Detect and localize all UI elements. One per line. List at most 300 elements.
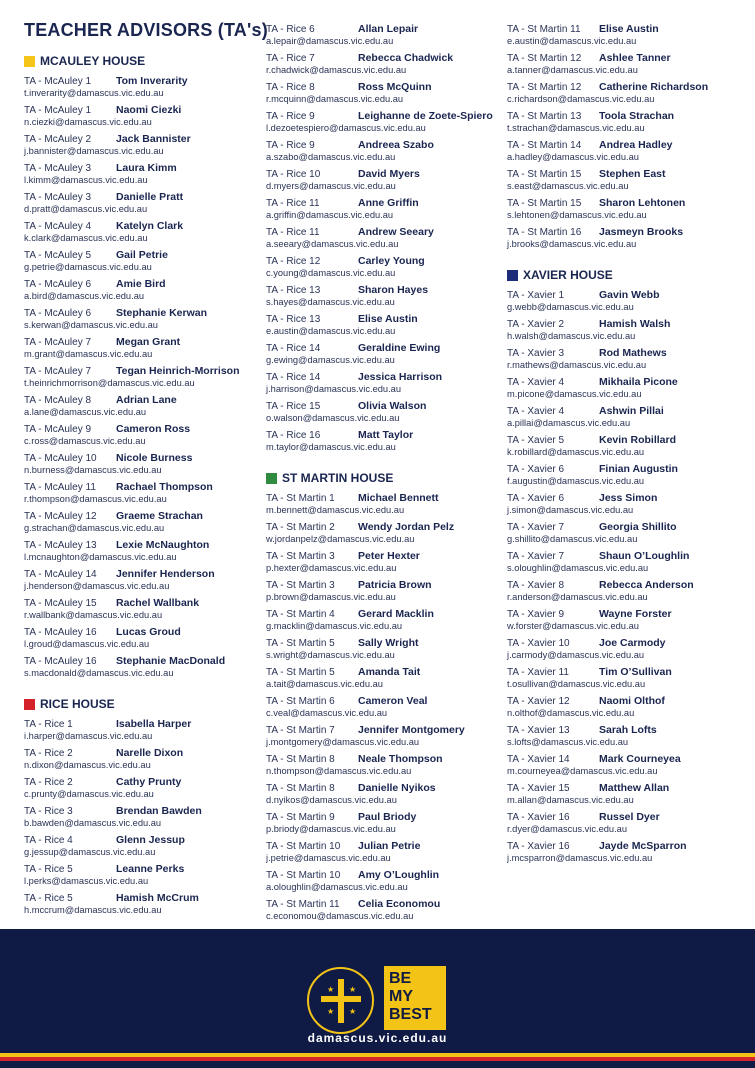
email-link[interactable]: r.dyer@damascus.vic.edu.au [507, 824, 628, 834]
house-name: ST MARTIN HOUSE [282, 471, 394, 485]
email-link[interactable]: s.east@damascus.vic.edu.au [507, 181, 629, 191]
ta-code: TA - Xavier 14 [507, 754, 570, 765]
email-link[interactable]: f.augustin@damascus.vic.edu.au [507, 476, 645, 486]
email-link[interactable]: s.hayes@damascus.vic.edu.au [266, 297, 395, 307]
ta-entry-header [24, 802, 254, 817]
ta-code: TA - Rice 14 [266, 372, 321, 383]
ta-entry [24, 744, 254, 773]
email-link[interactable]: e.austin@damascus.vic.edu.au [266, 326, 396, 336]
email-link[interactable]: s.macdonald@damascus.vic.edu.au [24, 668, 174, 678]
ta-code: TA - McAuley 13 [24, 540, 97, 551]
teacher-name: Amie Bird [116, 278, 166, 290]
teacher-name: Gail Petrie [116, 249, 168, 261]
teacher-name: Mikhaila Picone [599, 376, 678, 388]
ta-code: TA - Rice 7 [266, 53, 315, 64]
email-link[interactable]: a.lepair@damascus.vic.edu.au [266, 36, 394, 46]
ta-entry [266, 78, 502, 107]
ta-entry-header [507, 489, 743, 504]
teacher-name: Jessica Harrison [358, 371, 443, 383]
ta-entry [507, 49, 743, 78]
ta-entry [24, 391, 254, 420]
ta-entry-header [507, 107, 743, 122]
ta-entry [507, 223, 743, 252]
ta-code: TA - Xavier 7 [507, 551, 565, 562]
email-link[interactable]: d.pratt@damascus.vic.edu.au [24, 204, 148, 214]
ta-entry [24, 478, 254, 507]
ta-code: TA - St Martin 12 [507, 53, 582, 64]
ta-code: TA - St Martin 5 [266, 667, 335, 678]
email-link[interactable]: c.richardson@damascus.vic.edu.au [507, 94, 655, 104]
ta-entry-header [507, 605, 743, 620]
email-link[interactable]: a.griffin@damascus.vic.edu.au [266, 210, 394, 220]
ta-code: TA - Rice 9 [266, 140, 315, 151]
email-link[interactable]: g.strachan@damascus.vic.edu.au [24, 523, 165, 533]
be-my-best-logo [384, 966, 446, 1030]
email-link[interactable]: c.veal@damascus.vic.edu.au [266, 708, 388, 718]
ta-code: TA - McAuley 3 [24, 163, 92, 174]
teacher-name: Megan Grant [116, 336, 181, 348]
ta-code: TA - Xavier 12 [507, 696, 570, 707]
ta-entry-header [24, 130, 254, 145]
email-link[interactable]: g.ewing@damascus.vic.edu.au [266, 355, 395, 365]
ta-entry [24, 72, 254, 101]
ta-code: TA - McAuley 6 [24, 308, 92, 319]
email-link[interactable]: s.kerwan@damascus.vic.edu.au [24, 320, 158, 330]
email-link[interactable]: l.groud@damascus.vic.edu.au [24, 639, 150, 649]
email-link[interactable]: r.thompson@damascus.vic.edu.au [24, 494, 167, 504]
ta-entry [24, 362, 254, 391]
teacher-name: Hamish Walsh [599, 318, 671, 330]
teacher-name: Geraldine Ewing [358, 342, 441, 354]
ta-code: TA - Rice 12 [266, 256, 321, 267]
ta-entry-header [266, 518, 502, 533]
ta-entry-header [24, 159, 254, 174]
email-link[interactable]: a.tanner@damascus.vic.edu.au [507, 65, 638, 75]
ta-entry-header [507, 547, 743, 562]
ta-entry [507, 20, 743, 49]
email-link[interactable]: t.inverarity@damascus.vic.edu.au [24, 88, 164, 98]
email-link[interactable]: a.pillai@damascus.vic.edu.au [507, 418, 631, 428]
teacher-name: Russel Dyer [599, 811, 660, 823]
ta-entry [24, 449, 254, 478]
ta-code: TA - Rice 11 [266, 198, 320, 209]
email-link[interactable]: j.brooks@damascus.vic.edu.au [507, 239, 637, 249]
email-link[interactable]: n.burness@damascus.vic.edu.au [24, 465, 162, 475]
ta-entry-header [266, 165, 502, 180]
teacher-name: Ashlee Tanner [599, 52, 671, 64]
teacher-name: Lucas Groud [116, 626, 181, 638]
ta-entry-header [266, 397, 502, 412]
email-link[interactable]: a.seeary@damascus.vic.edu.au [266, 239, 399, 249]
logo-line: MY [389, 988, 413, 1005]
ta-entry-header [507, 315, 743, 330]
email-link[interactable]: m.allan@damascus.vic.edu.au [507, 795, 634, 805]
email-link[interactable]: w.forster@damascus.vic.edu.au [507, 621, 639, 631]
teacher-name: Allan Lepair [358, 23, 419, 35]
ta-code: TA - Rice 14 [266, 343, 321, 354]
email-link[interactable]: m.bennett@damascus.vic.edu.au [266, 505, 405, 515]
ta-code: TA - McAuley 12 [24, 511, 97, 522]
ta-code: TA - McAuley 8 [24, 395, 92, 406]
ta-entry [266, 547, 502, 576]
page-title: TEACHER ADVISORS (TA's) [24, 20, 268, 40]
teacher-name: Sally Wright [358, 637, 419, 649]
email-link[interactable]: l.kimm@damascus.vic.edu.au [24, 175, 148, 185]
ta-entry [507, 431, 743, 460]
ta-code: TA - St Martin 4 [266, 609, 335, 620]
email-link[interactable]: a.oloughlin@damascus.vic.edu.au [266, 882, 408, 892]
teacher-name: Jess Simon [599, 492, 658, 504]
ta-entry-header [266, 194, 502, 209]
email-link[interactable]: l.dezoetespiero@damascus.vic.edu.au [266, 123, 426, 133]
email-link[interactable]: n.ciezki@damascus.vic.edu.au [24, 117, 152, 127]
email-link[interactable]: p.briody@damascus.vic.edu.au [266, 824, 396, 834]
ta-entry [266, 663, 502, 692]
ta-entry [266, 576, 502, 605]
ta-entry [24, 715, 254, 744]
ta-code: TA - St Martin 2 [266, 522, 335, 533]
house-color-swatch-icon [266, 473, 277, 484]
email-link[interactable]: c.ross@damascus.vic.edu.au [24, 436, 146, 446]
ta-code: TA - Rice 8 [266, 82, 315, 93]
house-header [266, 469, 502, 487]
email-link[interactable]: e.austin@damascus.vic.edu.au [507, 36, 637, 46]
ta-entry-header [507, 721, 743, 736]
ta-entry [266, 518, 502, 547]
ta-code: TA - St Martin 5 [266, 638, 335, 649]
teacher-name: Rachel Wallbank [116, 597, 200, 609]
teacher-name: Cameron Ross [116, 423, 191, 435]
ta-entry-header [24, 565, 254, 580]
teacher-name: Joe Carmody [599, 637, 666, 649]
ta-code: TA - St Martin 15 [507, 198, 582, 209]
email-link[interactable]: h.mccrum@damascus.vic.edu.au [24, 905, 162, 915]
ta-entry-header [24, 420, 254, 435]
ta-entry-header [24, 275, 254, 290]
ta-entry-header [507, 431, 743, 446]
teacher-name: Anne Griffin [358, 197, 419, 209]
house-section [507, 266, 743, 866]
email-link[interactable]: j.harrison@damascus.vic.edu.au [266, 384, 402, 394]
email-link[interactable]: m.grant@damascus.vic.edu.au [24, 349, 153, 359]
teacher-name: Naomi Olthof [599, 695, 665, 707]
email-link[interactable]: w.jordanpelz@damascus.vic.edu.au [266, 534, 415, 544]
ta-entry [266, 165, 502, 194]
email-link[interactable]: c.prunty@damascus.vic.edu.au [24, 789, 154, 799]
teacher-name: Matthew Allan [599, 782, 670, 794]
ta-code: TA - McAuley 10 [24, 453, 97, 464]
column-3 [507, 20, 743, 880]
email-link[interactable]: l.mcnaughton@damascus.vic.edu.au [24, 552, 177, 562]
ta-entry [24, 275, 254, 304]
ta-entry [507, 518, 743, 547]
column-1 [24, 52, 254, 932]
ta-entry-header [24, 744, 254, 759]
ta-code: TA - Xavier 3 [507, 348, 565, 359]
ta-entry [507, 634, 743, 663]
ta-code: TA - McAuley 1 [24, 76, 92, 87]
ta-entry [507, 750, 743, 779]
email-link[interactable]: a.hadley@damascus.vic.edu.au [507, 152, 639, 162]
ta-entry [24, 217, 254, 246]
teacher-name: Catherine Richardson [599, 81, 709, 93]
email-link[interactable]: t.heinrichmorrison@damascus.vic.edu.au [24, 378, 195, 388]
ta-entry-header [266, 576, 502, 591]
ta-entry [266, 634, 502, 663]
teacher-name: Nicole Burness [116, 452, 193, 464]
email-link[interactable]: c.economou@damascus.vic.edu.au [266, 911, 414, 921]
email-link[interactable]: r.mcquinn@damascus.vic.edu.au [266, 94, 404, 104]
ta-entry-header [266, 663, 502, 678]
teacher-name: Sharon Hayes [358, 284, 429, 296]
house-header [24, 695, 254, 713]
ta-code: TA - Xavier 10 [507, 638, 570, 649]
ta-entry [507, 107, 743, 136]
ta-code: TA - McAuley 4 [24, 221, 92, 232]
ta-code: TA - St Martin 11 [507, 24, 581, 35]
teacher-name: Brendan Bawden [116, 805, 202, 817]
ta-code: TA - McAuley 2 [24, 134, 92, 145]
ta-entry [266, 397, 502, 426]
ta-entry [266, 692, 502, 721]
ta-entry-header [24, 889, 254, 904]
email-link[interactable]: o.walson@damascus.vic.edu.au [266, 413, 400, 423]
house-section [24, 695, 254, 918]
email-link[interactable]: h.walsh@damascus.vic.edu.au [507, 331, 636, 341]
email-link[interactable]: n.olthof@damascus.vic.edu.au [507, 708, 635, 718]
email-link[interactable]: k.robillard@damascus.vic.edu.au [507, 447, 645, 457]
ta-entry [266, 368, 502, 397]
ta-entry-header [24, 623, 254, 638]
ta-entry-header [266, 489, 502, 504]
ta-entry [266, 837, 502, 866]
email-link[interactable]: d.nyikos@damascus.vic.edu.au [266, 795, 397, 805]
ta-entry [507, 489, 743, 518]
teacher-name: Rebecca Anderson [599, 579, 694, 591]
email-link[interactable]: m.courneyea@damascus.vic.edu.au [507, 766, 658, 776]
ta-entry-header [266, 49, 502, 64]
ta-entry [266, 605, 502, 634]
ta-entry [24, 860, 254, 889]
ta-entry-header [266, 547, 502, 562]
ta-code: TA - Rice 6 [266, 24, 315, 35]
email-link[interactable]: g.jessup@damascus.vic.edu.au [24, 847, 156, 857]
email-link[interactable]: a.tait@damascus.vic.edu.au [266, 679, 383, 689]
teacher-name: Sharon Lehtonen [599, 197, 686, 209]
teacher-name: Tegan Heinrich-Morrison [116, 365, 240, 377]
email-link[interactable]: a.lane@damascus.vic.edu.au [24, 407, 147, 417]
ta-code: TA - McAuley 14 [24, 569, 97, 580]
ta-entry [507, 460, 743, 489]
teacher-name: Paul Briody [358, 811, 417, 823]
email-link[interactable]: b.bawden@damascus.vic.edu.au [24, 818, 162, 828]
email-link[interactable]: t.osullivan@damascus.vic.edu.au [507, 679, 646, 689]
teacher-name: Finian Augustin [599, 463, 678, 475]
ta-entry-header [507, 837, 743, 852]
ta-entry [24, 246, 254, 275]
ta-code: TA - McAuley 15 [24, 598, 97, 609]
email-link[interactable]: n.thompson@damascus.vic.edu.au [266, 766, 412, 776]
ta-entry [24, 802, 254, 831]
email-link[interactable]: s.lofts@damascus.vic.edu.au [507, 737, 629, 747]
ta-entry-header [24, 860, 254, 875]
ta-entry [507, 808, 743, 837]
teacher-name: Olivia Walson [358, 400, 427, 412]
ta-entry [266, 426, 502, 455]
teacher-name: Gavin Webb [599, 289, 660, 301]
email-link[interactable]: a.szabo@damascus.vic.edu.au [266, 152, 396, 162]
teacher-name: Tim O’Sullivan [599, 666, 672, 678]
ta-entry-header [507, 136, 743, 151]
ta-entry [507, 344, 743, 373]
teacher-name: Jasmeyn Brooks [599, 226, 684, 238]
ta-code: TA - Rice 4 [24, 835, 73, 846]
ta-entry [266, 895, 502, 924]
ta-entry-header [266, 692, 502, 707]
ta-entry-header [24, 594, 254, 609]
house-color-swatch-icon [507, 270, 518, 281]
ta-code: TA - Rice 11 [266, 227, 320, 238]
email-link[interactable]: j.petrie@damascus.vic.edu.au [266, 853, 391, 863]
email-link[interactable]: p.hexter@damascus.vic.edu.au [266, 563, 397, 573]
ta-entry [266, 339, 502, 368]
email-link[interactable]: r.mathews@damascus.vic.edu.au [507, 360, 647, 370]
email-link[interactable]: n.dixon@damascus.vic.edu.au [24, 760, 151, 770]
ta-entry [507, 315, 743, 344]
house-color-swatch-icon [24, 699, 35, 710]
ta-entry-header [266, 426, 502, 441]
ta-entry-header [266, 750, 502, 765]
ta-entry [507, 165, 743, 194]
ta-code: TA - St Martin 3 [266, 551, 335, 562]
email-link[interactable]: g.macklin@damascus.vic.edu.au [266, 621, 403, 631]
ta-entry-header [266, 895, 502, 910]
house-name: MCAULEY HOUSE [40, 54, 146, 68]
ta-entry-header [266, 78, 502, 93]
email-link[interactable]: j.bannister@damascus.vic.edu.au [24, 146, 164, 156]
email-link[interactable]: m.taylor@damascus.vic.edu.au [266, 442, 396, 452]
footer-stripe-navy [0, 1061, 755, 1068]
ta-entry [266, 223, 502, 252]
email-link[interactable]: g.petrie@damascus.vic.edu.au [24, 262, 152, 272]
teacher-name: Cameron Veal [358, 695, 428, 707]
email-link[interactable]: r.wallbank@damascus.vic.edu.au [24, 610, 163, 620]
ta-code: TA - Xavier 4 [507, 406, 565, 417]
ta-code: TA - St Martin 6 [266, 696, 335, 707]
website-link[interactable]: damascus.vic.edu.au [307, 1031, 448, 1045]
ta-code: TA - Rice 13 [266, 314, 321, 325]
ta-code: TA - Rice 16 [266, 430, 321, 441]
ta-code: TA - McAuley 7 [24, 366, 92, 377]
ta-code: TA - Xavier 2 [507, 319, 565, 330]
ta-code: TA - Rice 5 [24, 864, 73, 875]
email-link[interactable]: g.webb@damascus.vic.edu.au [507, 302, 634, 312]
ta-entry-header [507, 20, 743, 35]
email-link[interactable]: r.chadwick@damascus.vic.edu.au [266, 65, 407, 75]
email-link[interactable]: j.henderson@damascus.vic.edu.au [24, 581, 170, 591]
email-link[interactable]: r.anderson@damascus.vic.edu.au [507, 592, 648, 602]
teacher-name: Kevin Robillard [599, 434, 677, 446]
ta-code: TA - Xavier 9 [507, 609, 565, 620]
ta-entry-header [507, 692, 743, 707]
email-link[interactable]: j.montgomery@damascus.vic.edu.au [266, 737, 420, 747]
ta-entry-header [24, 831, 254, 846]
email-link[interactable]: t.strachan@damascus.vic.edu.au [507, 123, 645, 133]
email-link[interactable]: s.oloughlin@damascus.vic.edu.au [507, 563, 649, 573]
ta-entry [24, 130, 254, 159]
ta-code: TA - Xavier 6 [507, 464, 565, 475]
ta-entry-header [507, 460, 743, 475]
ta-entry [507, 286, 743, 315]
ta-code: TA - McAuley 3 [24, 192, 92, 203]
ta-entry-header [266, 20, 502, 35]
email-link[interactable]: p.brown@damascus.vic.edu.au [266, 592, 396, 602]
teacher-name: Graeme Strachan [116, 510, 203, 522]
email-link[interactable]: j.carmody@damascus.vic.edu.au [507, 650, 645, 660]
teacher-name: Amanda Tait [358, 666, 421, 678]
ta-entry [507, 576, 743, 605]
email-link[interactable]: k.clark@damascus.vic.edu.au [24, 233, 148, 243]
teacher-name: Wayne Forster [599, 608, 672, 620]
email-link[interactable]: j.mcsparron@damascus.vic.edu.au [507, 853, 653, 863]
email-link[interactable]: j.simon@damascus.vic.edu.au [507, 505, 634, 515]
ta-entry [266, 750, 502, 779]
email-link[interactable]: s.wright@damascus.vic.edu.au [266, 650, 395, 660]
ta-entry-header [507, 344, 743, 359]
ta-entry-header [24, 101, 254, 116]
ta-code: TA - Xavier 5 [507, 435, 565, 446]
teacher-name: Jennifer Henderson [116, 568, 215, 580]
house-section [266, 20, 502, 455]
logo-line: BE [389, 970, 412, 987]
ta-entry-header [266, 808, 502, 823]
teacher-name: Elise Austin [358, 313, 418, 325]
email-link[interactable]: g.shillito@damascus.vic.edu.au [507, 534, 638, 544]
ta-entry-header [266, 107, 502, 122]
ta-entry-header [266, 281, 502, 296]
ta-code: TA - Xavier 16 [507, 812, 570, 823]
teacher-name: Adrian Lane [116, 394, 177, 406]
ta-code: TA - McAuley 16 [24, 656, 97, 667]
ta-entry-header [24, 715, 254, 730]
teacher-name: Shaun O’Loughlin [599, 550, 690, 562]
ta-entry-header [507, 634, 743, 649]
email-link[interactable]: m.picone@damascus.vic.edu.au [507, 389, 642, 399]
ta-entry [507, 837, 743, 866]
ta-entry-header [266, 779, 502, 794]
teacher-name: Peter Hexter [358, 550, 420, 562]
ta-entry [266, 779, 502, 808]
email-link[interactable]: i.harper@damascus.vic.edu.au [24, 731, 153, 741]
email-link[interactable]: c.young@damascus.vic.edu.au [266, 268, 396, 278]
ta-entry [24, 652, 254, 681]
ta-entry-header [266, 721, 502, 736]
ta-code: TA - St Martin 8 [266, 754, 335, 765]
ta-entry [24, 594, 254, 623]
email-link[interactable]: l.perks@damascus.vic.edu.au [24, 876, 149, 886]
ta-code: TA - McAuley 9 [24, 424, 92, 435]
ta-entry [507, 692, 743, 721]
ta-entry [266, 107, 502, 136]
email-link[interactable]: d.myers@damascus.vic.edu.au [266, 181, 396, 191]
teacher-name: Ross McQuinn [358, 81, 432, 93]
ta-entry [507, 402, 743, 431]
ta-entry [24, 159, 254, 188]
email-link[interactable]: s.lehtonen@damascus.vic.edu.au [507, 210, 647, 220]
ta-entry [24, 507, 254, 536]
teacher-name: Andreea Szabo [358, 139, 434, 151]
email-link[interactable]: a.bird@damascus.vic.edu.au [24, 291, 145, 301]
